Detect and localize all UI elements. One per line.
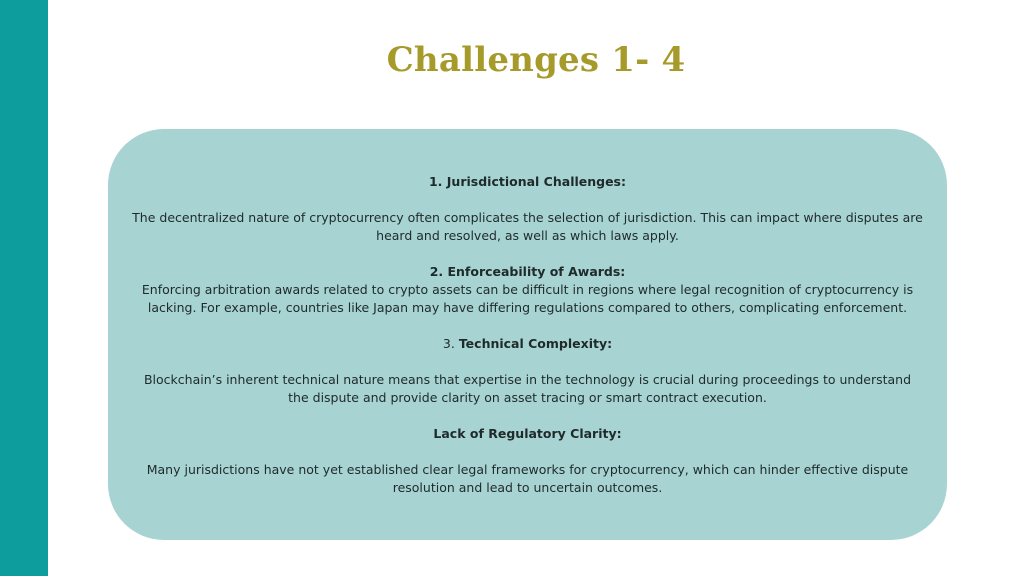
section-4-heading: Lack of Regulatory Clarity: — [433, 426, 622, 441]
section-3-body: Blockchain’s inherent technical nature means that expertise in the technology is crucial during proceedings to understand the dispute and provide clarity on asset tracing or smart contract execution. — [143, 372, 912, 405]
section-2-heading: 2. Enforceability of Awards: — [429, 264, 626, 279]
section-1-body: The decentralized nature of cryptocurrency often complicates the selection of jurisdiction. This can impact where disputes are heard and resolved, as well as which laws apply. — [132, 210, 923, 243]
spacer — [132, 317, 923, 335]
left-accent-bar — [0, 0, 48, 576]
spacer — [132, 245, 923, 263]
slide-title: Challenges 1- 4 — [386, 40, 686, 80]
spacer — [132, 443, 923, 461]
spacer — [132, 191, 923, 209]
section-3-heading-line — [132, 335, 923, 353]
section-3-number: 3. — [442, 336, 455, 351]
spacer — [132, 407, 923, 425]
spacer — [132, 353, 923, 371]
section-1-heading: 1. Jurisdictional Challenges: — [428, 174, 626, 189]
section-3-heading: Technical Complexity: — [458, 336, 613, 351]
content-card — [108, 129, 947, 540]
section-4-body: Many jurisdictions have not yet established clear legal frameworks for cryptocurrency, which can hinder effective dispute resolution and lead to uncertain outcomes. — [146, 462, 909, 495]
section-2-body: Enforcing arbitration awards related to crypto assets can be difficult in regions where legal recognition of cryptocurrency is lacking. For example, countries like Japan may have differing regulations compared to others, complicating enforcement. — [141, 282, 914, 315]
